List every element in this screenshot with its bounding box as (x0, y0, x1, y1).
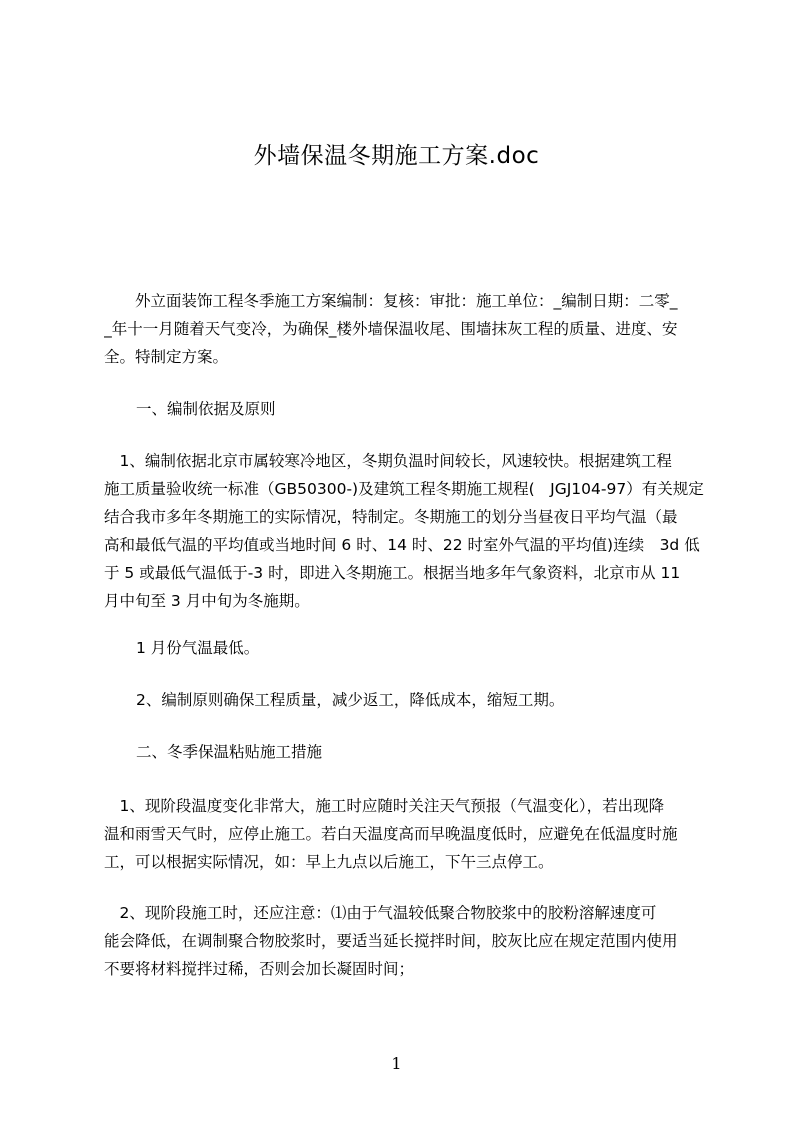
principle-paragraph: 2、编制原则确保工程质量，减少返工，降低成本，缩短工期。 (136, 691, 565, 709)
section-heading-2: 二、冬季保温粘贴施工措施 (136, 743, 323, 761)
text-line: 施工质量验收统一标准（GB50300-)及建筑工程冬期施工规程( JGJ104-97）有关规定 (104, 480, 704, 498)
text-line: 于 5 或最低气温低于-3 时，即进入冬期施工。根据当地多年气象资料，北京市从 11 (104, 564, 681, 582)
text-line: 结合我市多年冬期施工的实际情况，特制定。冬期施工的划分当昼夜日平均气温（最 (104, 508, 678, 526)
measure-paragraph-2 (104, 899, 708, 983)
text-line: 2、现阶段施工时，还应注意：⑴由于气温较低聚合物胶浆中的胶粉溶解速度可 (104, 904, 657, 922)
text-line: 1、现阶段温度变化非常大，施工时应随时关注天气预报（气温变化），若出现降 (104, 797, 665, 815)
text-line: 不要将材料搅拌过稀，否则会加长凝固时间； (104, 960, 415, 978)
measure-paragraph-1 (104, 792, 708, 876)
text-line: 温和雨雪天气时，应停止施工。若白天温度高而早晚温度低时，应避免在低温度时施 (104, 825, 678, 843)
text-line: 全。特制定方案。 (104, 348, 229, 366)
basis-paragraph (104, 447, 708, 615)
text-line: 外立面装饰工程冬季施工方案编制：复核：审批：施工单位：_编制日期：二零_ (104, 292, 678, 310)
text-line: 1、编制依据北京市属较寒冷地区，冬期负温时间较长，风速较快。根据建筑工程 (104, 452, 672, 470)
text-line: _年十一月随着天气变冷，为确保_楼外墙保温收尾、围墙抹灰工程的质量、进度、安 (104, 320, 678, 338)
intro-paragraph (104, 287, 708, 371)
section-heading-1: 一、编制依据及原则 (136, 400, 276, 418)
page-number: 1 (391, 1054, 402, 1073)
text-line: 高和最低气温的平均值或当地时间 6 时、14 时、22 时室外气温的平均值)连续 3d 低 (104, 536, 700, 554)
text-line: 工，可以根据实际情况，如：早上九点以后施工，下午三点停工。 (104, 853, 554, 871)
text-line: 月中旬至 3 月中旬为冬施期。 (104, 592, 310, 610)
document-title: 外墙保温冬期施工方案.doc (253, 143, 540, 169)
temperature-note: 1 月份气温最低。 (136, 639, 260, 657)
text-line: 能会降低，在调制聚合物胶浆时，要适当延长搅拌时间，胶灰比应在规定范围内使用 (104, 932, 678, 950)
